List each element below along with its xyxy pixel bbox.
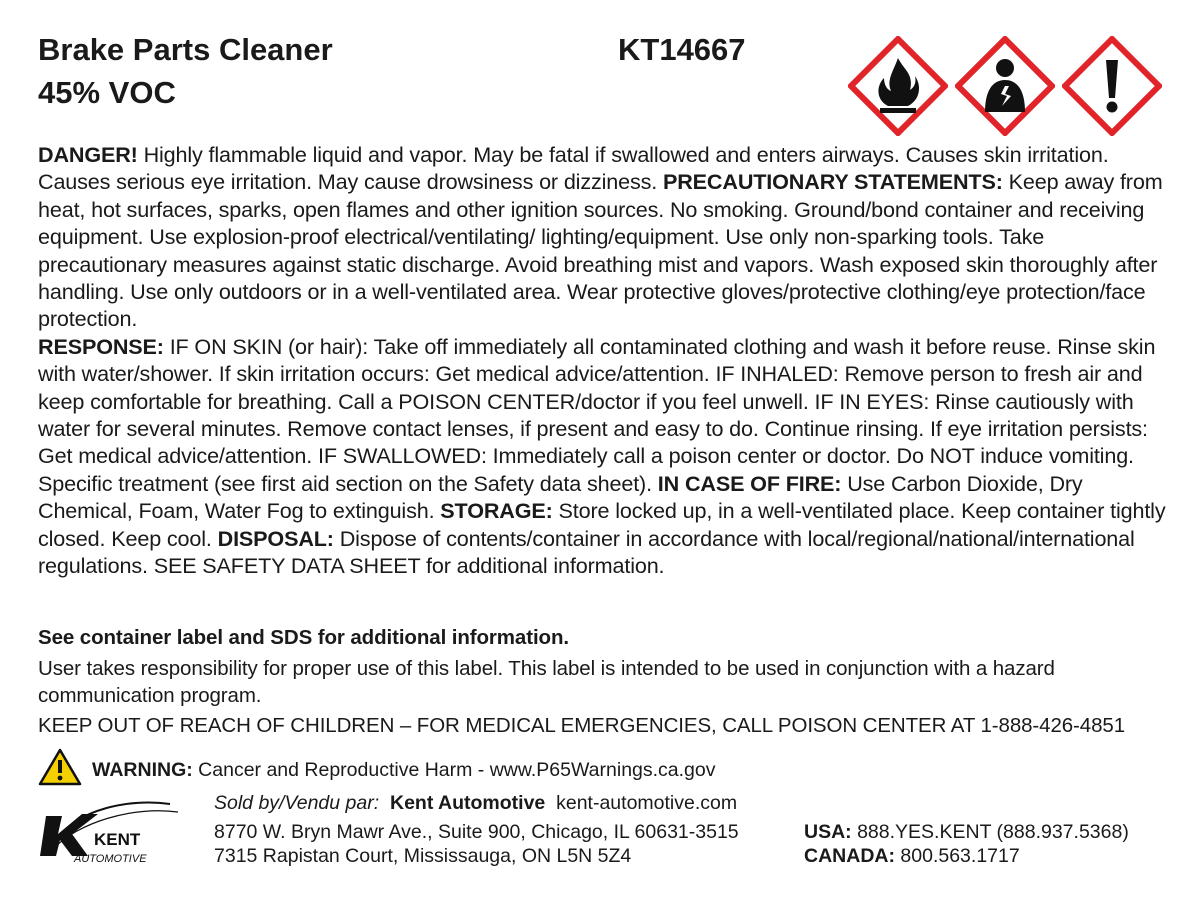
ghs-pictograms (848, 36, 1162, 136)
hazard-paragraph (38, 141, 1168, 333)
company-name: Kent Automotive (389, 792, 546, 814)
storage-heading: STORAGE: (440, 498, 553, 524)
sold-by-line (214, 791, 737, 815)
see-container-note: See container label and SDS for additional information. (38, 626, 569, 649)
company-website[interactable]: kent-automotive.com (556, 792, 738, 814)
response-text: IF ON SKIN (or hair): Take off immediately all contaminated clothing and wash it before reuse. Rinse skin with water/shower. If skin irritation occurs: Get medical advice/attention. IF INHALED: Remove person to fresh air and keep comfortable for breathing. Call a POISON CENTER/doctor if you feel unwell. IF IN EYES: Rinse cautiously with water for several minutes. Remove contact lenses, if present and easy to do. Continue rinsing. If eye irritation persists: Get medical advice/attention. IF SWALLOWED: Immediately call a poison center or doctor. Do NOT induce vomiting. Specific treatment (see first aid section on the Safety data sheet). (38, 333, 1156, 496)
p65-label: WARNING: (92, 758, 193, 781)
voc-content: 45% VOC (38, 75, 176, 110)
disposal-text: Dispose of contents/container in accordance with local/regional/national/international regulations. SEE SAFETY DATA SHEET for additional information. (38, 525, 1135, 579)
canada-phone: 800.563.1717 (895, 845, 1020, 867)
disposal-heading: DISPOSAL: (217, 525, 334, 551)
product-name: Brake Parts Cleaner (38, 32, 333, 67)
usa-phone-line (804, 820, 1129, 844)
response-heading: RESPONSE: (38, 333, 164, 359)
flame-icon (848, 36, 948, 136)
usa-label: USA: (804, 821, 852, 843)
logo-text-kent: KENT (94, 830, 141, 849)
logo-text-automotive: AUTOMOTIVE (74, 853, 147, 865)
fire-text: Use Carbon Dioxide, Dry Chemical, Foam, Water Fog to extinguish. (38, 470, 1083, 524)
health-hazard-icon (955, 36, 1055, 136)
address-us: 8770 W. Bryn Mawr Ave., Suite 900, Chicago, IL 60631-3515 (214, 821, 739, 843)
canada-label: CANADA: (804, 845, 895, 867)
fire-heading: IN CASE OF FIRE: (657, 470, 842, 496)
danger-heading: DANGER! (38, 142, 138, 167)
precautionary-heading: PRECAUTIONARY STATEMENTS: (662, 169, 1003, 195)
response-paragraph (38, 333, 1168, 580)
p65-warning (38, 748, 716, 792)
danger-text: Highly flammable liquid and vapor. May be fatal if swallowed and enters airways. Causes skin irritation. Causes serious eye irritation. May cause drowsiness or dizziness. (38, 142, 1109, 195)
p65-text: Cancer and Reproductive Harm - www.P65Warnings.ca.gov (192, 758, 716, 781)
responsibility-note: User takes responsibility for proper use of this label. This label is intended to be used in conjunction with a hazard communication program. (38, 657, 1055, 707)
storage-text: Store locked up, in a well-ventilated place. Keep container tightly closed. Keep cool. (38, 498, 1166, 551)
address-canada: 7315 Rapistan Court, Mississauga, ON L5N 5Z4 (214, 845, 632, 867)
usa-phone: 888.YES.KENT (888.937.5368) (851, 821, 1129, 843)
precautionary-text: Keep away from heat, hot surfaces, sparks, open flames and other ignition sources. No smoking. Ground/bond container and receiving equipment. Use explosion-proof electrical/ventilating/ lighting/equipment. Use only non-sparking tools. Take precautionary measures against static discharge. Avoid breathing mist and vapors. Wash exposed skin thoroughly after handling. Use only outdoors or in a well-ventilated area. Wear protective gloves/protective clothing/eye protection/face protection. (38, 169, 1163, 332)
product-code: KT14667 (618, 32, 746, 67)
sold-by-label: Sold by/Vendu par: (214, 792, 380, 814)
kent-logo (38, 790, 188, 870)
keep-out-note: KEEP OUT OF REACH OF CHILDREN – FOR MEDICAL EMERGENCIES, CALL POISON CENTER AT 1-888-426-4851 (38, 714, 1125, 737)
hazard-statements (38, 141, 1168, 580)
canada-phone-line (804, 844, 1020, 868)
exclamation-icon (1062, 36, 1162, 136)
warning-triangle-icon (38, 748, 82, 792)
